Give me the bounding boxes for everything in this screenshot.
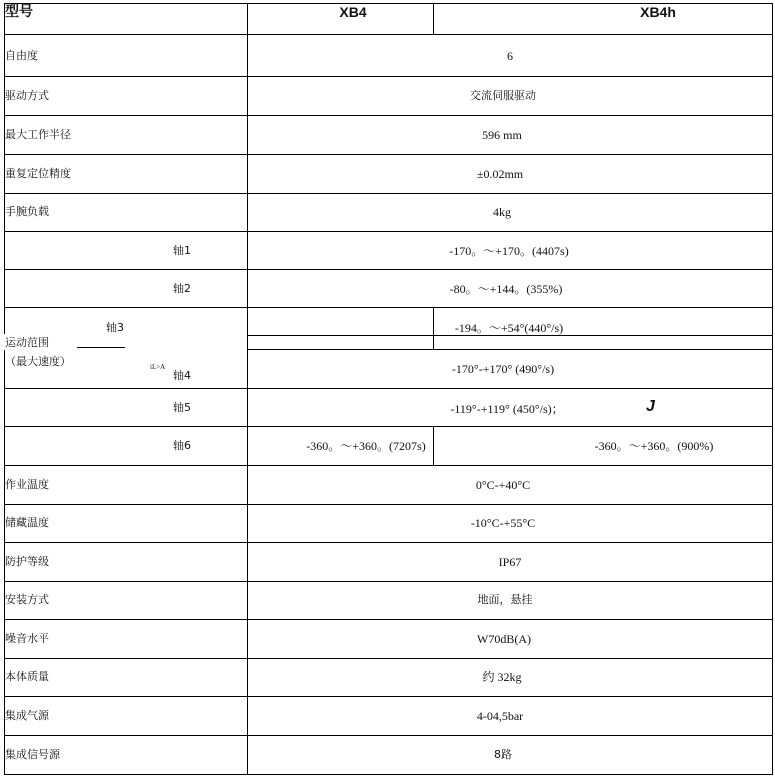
grid-line (772, 3, 773, 775)
storage-temp-label: 储藏温度 (5, 516, 49, 529)
grid-line (4, 76, 773, 77)
dof-label: 自由度 (5, 49, 38, 62)
axis3-value: -194。〜+54°(440°/s) (454, 321, 564, 335)
protection-value: IP67 (498, 555, 522, 569)
repeatability-value: ±0.02mm (476, 167, 524, 181)
axis6-xb4h-value: -360。〜+360。(900%) (594, 439, 714, 453)
wrist-load-value: 4kg (493, 205, 511, 219)
storage-temp-value: -10°C-+55°C (470, 516, 536, 530)
grid-line (4, 269, 773, 270)
grid-line (4, 581, 773, 582)
grid-line (4, 465, 773, 466)
axis1-value: -170。〜+170。(4407s) (449, 244, 569, 258)
grid-line (4, 735, 773, 736)
motion-range-label: 运动范围 (5, 336, 49, 349)
grid-line (433, 427, 434, 466)
model-header-label: 型号 (5, 3, 33, 19)
signal-source-value: 8路 (494, 748, 512, 761)
mass-value: 约 32kg (482, 670, 522, 684)
scan-artifact-mark: iL>A (150, 363, 166, 371)
mounting-value: 地面，悬挂 (477, 593, 533, 606)
grid-line (4, 34, 773, 35)
grid-line (4, 774, 773, 775)
axis5-label: 轴5 (173, 401, 191, 414)
signal-source-label: 集成信号源 (5, 748, 60, 761)
grid-line (4, 231, 773, 232)
xb4-column-header: XB4 (339, 4, 367, 20)
grid-line (433, 3, 434, 35)
air-source-value: 4-04,5bar (476, 709, 524, 723)
air-source-label: 集成气源 (5, 709, 49, 722)
grid-line (4, 307, 773, 308)
axis4-label: 轴4 (173, 369, 191, 382)
radius-value: 596 mm (482, 128, 522, 142)
drive-label: 驱动方式 (5, 89, 49, 102)
noise-value: W70dB(A) (477, 632, 531, 646)
grid-line (433, 308, 434, 350)
operating-temp-label: 作业温度 (5, 478, 49, 491)
mass-label: 本体质量 (5, 670, 49, 683)
grid-line (247, 349, 773, 350)
grid-line (4, 426, 773, 427)
max-speed-label: （最大速度） (5, 355, 71, 368)
grid-line (4, 658, 773, 659)
grid-line (247, 335, 773, 336)
mounting-label: 安装方式 (5, 593, 49, 606)
grid-line (4, 542, 773, 543)
axis2-value: -80。〜+144。(355%) (449, 282, 563, 296)
axis5-value: -119°-+119° (450°/s)； (450, 402, 564, 416)
protection-label: 防护等级 (5, 555, 49, 568)
dof-value: 6 (507, 49, 513, 63)
drive-value: 交流伺服驱动 (470, 89, 536, 102)
axis4-value: -170°-+170° (490°/s) (451, 362, 555, 376)
grid-line (4, 504, 773, 505)
grid-line (4, 115, 773, 116)
operating-temp-value: 0°C-+40°C (475, 478, 531, 492)
grid-line (4, 193, 773, 194)
grid-line (4, 388, 773, 389)
grid-line (4, 696, 773, 697)
axis6-label: 轴6 (173, 439, 191, 452)
axis6-xb4-value: -360。〜+360。(7207s) (306, 439, 426, 453)
grid-line (77, 347, 125, 348)
radius-label: 最大工作半径 (5, 128, 71, 141)
grid-line (4, 619, 773, 620)
grid-line (4, 154, 773, 155)
axis3-label: 轴3 (106, 321, 124, 334)
xb4h-column-header: XB4h (640, 4, 676, 20)
axis1-label: 轴1 (173, 244, 191, 257)
wrist-load-label: 手腕负载 (5, 205, 49, 218)
noise-label: 噪音水平 (5, 632, 49, 645)
axis2-label: 轴2 (173, 282, 191, 295)
stray-mark: J (646, 398, 655, 415)
repeatability-label: 重复定位精度 (5, 167, 71, 180)
grid-line (247, 3, 248, 775)
